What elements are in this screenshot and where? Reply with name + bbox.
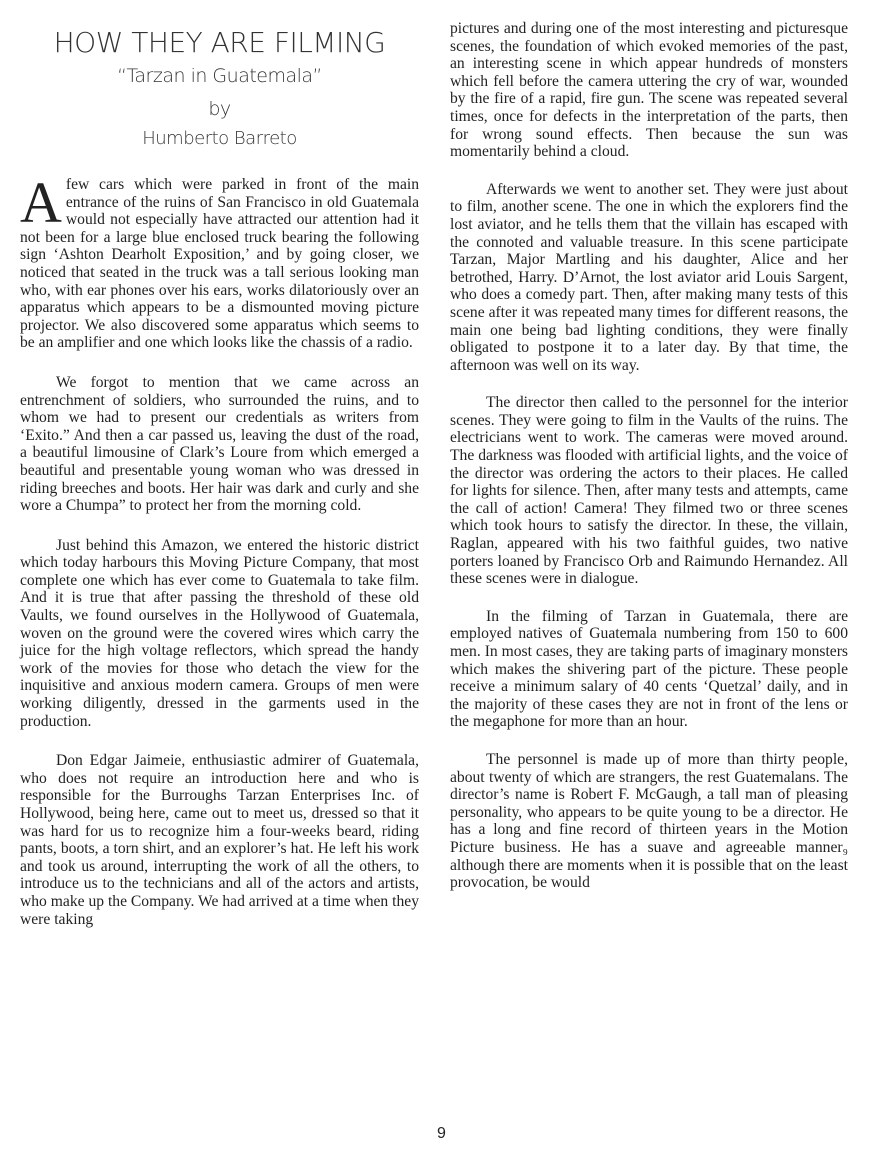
paragraph: In the filming of Tarzan in Guatemala, there are employed natives of Guatemala numbering from 150 to 600 men. In most cases, they are taking parts of imaginary monsters which makes the shivering part of the picture. These people receive a minimum salary of 40 cents ‘Quetzal’ daily, and in the majority of these cases they are not in front of the lens or the megaphone for more than an hour. [450, 607, 848, 731]
paragraph: The personnel is made up of more than thirty people, about twenty of which are strangers, the rest Guatemalans. The director’s name is Robert F. McGaugh, a tall man of pleasing personality, who appears to be quite young to be a director. He has a long and fine record of thirteen years in the Motion Picture business. He has a suave and agreeable manner₉ although there are moments when it is possible that on the least provocation, be would [450, 750, 848, 892]
left-column [20, 20, 419, 928]
paragraph-text: few cars which were parked in front of the main entrance of the ruins of San Francisco in old Guatemala would not especially have attracted our attention had it not been for a large blue enclosed truck bearing the following sign ‘Ashton Dearholt Exposition,’ and by going closer, we noticed that seated in the truck was a tall serious looking man who, with ear phones over his ears, works dilatoriously over an apparatus which appears to be a dismounted moving picture projector. We also discovered some apparatus which seems to be an amplifier and one which looks like the chassis of a radio. [20, 176, 419, 352]
paragraph: We forgot to mention that we came across an entrenchment of soldiers, who surrounded the ruins, and to whom we had to present our credentials as writers from ‘Exito.” And then a car passed us, leaving the dust of the road, a beautiful limousine of Clark’s Loure from which emerged a beautiful and presentable young woman who was dressed in riding breeches and boots. Her hair was dark and curly and she wore a Chumpa” to protect her from the morning cold. [20, 373, 419, 515]
paragraph [20, 170, 419, 352]
drop-cap: A [20, 170, 62, 235]
page-number: 9 [437, 1125, 446, 1142]
paragraph: The director then called to the personnel for the interior scenes. They were going to film in the Vaults of the ruins. The electricians went to work. The cameras were moved around. The darkness was flooded with artificial lights, and the voice of the director was ordering the actors to their places. He called for lights for silence. Then, after many tests and attempts, came the call of action! Camera! They filmed two or three scenes which took hours to satisfy the director. In these, the villain, Raglan, appeared with his two faithful guides, two native porters loaned by Francisco Orb and Raimundo Hernandez. All these scenes were in dialogue. [450, 394, 848, 588]
paragraph: Don Edgar Jaimeie, enthusiastic admirer of Guatemala, who does not require an introduction here and who is responsible for the Burroughs Tarzan Enterprises Inc. of Hollywood, being here, came out to meet us, dressed so that it was hard for us to recognize him a four-weeks beard, riding pants, boots, a torn shirt, and an explorer’s hat. He left his work and took us around, interrupting the work of all the others, to introduce us to the technicians and all of the actors and artists, who make up the Company. We had arrived at a time when they were taking [20, 752, 419, 928]
byline-by: by [208, 98, 231, 120]
author-name: Humberto Barreto [142, 128, 297, 149]
article-title: HOW THEY ARE FILMING [53, 26, 386, 59]
paragraph: Just behind this Amazon, we entered the historic district which today harbours this Moving Picture Company, that most complete one which has ever come to Guatemala to take film. And it is true that after passing the threshold of these old Vaults, we found ourselves in the Hollywood of Guatemala, woven on the ground were the covered wires which carry the juice for the high voltage reflectors, which spread the handy work of the movies for those who detach the view for the inquisitive and anxious modern camera. Groups of men were working diligently, dressed in the garments used in the production. [20, 536, 419, 730]
article-subtitle: “Tarzan in Guatemala” [117, 65, 322, 87]
paragraph: pictures and during one of the most interesting and picturesque scenes, the foundation of which evoked memories of the past, an interesting scene in which appear hundreds of monsters which fell before the camera uttering the cry of war, wounded by the fire of a rapid, fire gun. The scene was repeated several times, once for defects in the interpretation of the parts, then for wrong sound effects. Then because the sun was momentarily behind a cloud. [450, 20, 848, 161]
paragraph: Afterwards we went to another set. They were just about to film, another scene. The one in which the explorers find the lost aviator, and he tells them that the villain has escaped with the connoted and valuable treasure. In this scene participate Tarzan, Major Martling and his daughter, Alice and her betrothed, Harry. D’Arnot, the lost aviator arid Louis Sargent, who does a comedy part. Then, after making many tests of this scene after it was repeated many times for different reasons, the main one being bad lighting conditions, they were finally obligated to postpone it to a later day. By that time, the afternoon was well on its way. [450, 180, 848, 374]
right-column [450, 20, 848, 892]
